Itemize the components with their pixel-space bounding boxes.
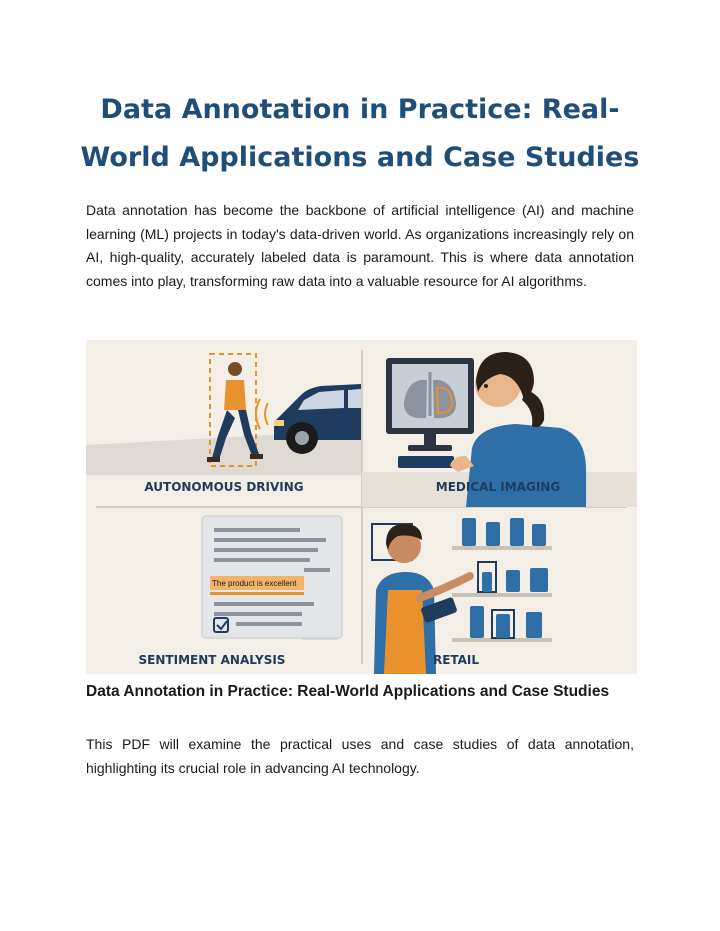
figure-caption: Data Annotation in Practice: Real-World Applications and Case Studies <box>86 683 610 700</box>
panel-label-retail: RETAIL <box>432 653 480 667</box>
closing-paragraph: This PDF will examine the practical uses and case studies of data annotation, highlighting its crucial role in advancing AI technology. <box>86 736 634 776</box>
medical-imaging-panel <box>362 352 637 507</box>
sentiment-highlight-text: The product is excellent <box>212 579 297 588</box>
page-title: Data Annotation in Practice: Real-World Applications and Case Studies <box>80 94 640 173</box>
intro-paragraph: Data annotation has become the backbone of artificial intelligence (AI) and machine learning (ML) projects in today's data-driven world. As organizations increasingly rely on AI, high-quality, accurately labeled data is paramount. This is where data annotation comes into play, transforming raw data into a valuable resource for AI algorithms. <box>86 202 634 289</box>
keyboard-icon <box>398 456 454 468</box>
applications-illustration <box>86 340 637 674</box>
sensor-wave-icon <box>265 403 268 425</box>
panel-label-sentiment-analysis: SENTIMENT ANALYSIS <box>138 653 286 667</box>
sentiment-analysis-panel <box>139 516 342 667</box>
panel-label-medical-imaging: MEDICAL IMAGING <box>435 480 561 494</box>
autonomous-driving-panel <box>86 354 361 494</box>
panel-label-autonomous-driving: AUTONOMOUS DRIVING <box>144 480 304 494</box>
retail-panel <box>372 518 552 674</box>
